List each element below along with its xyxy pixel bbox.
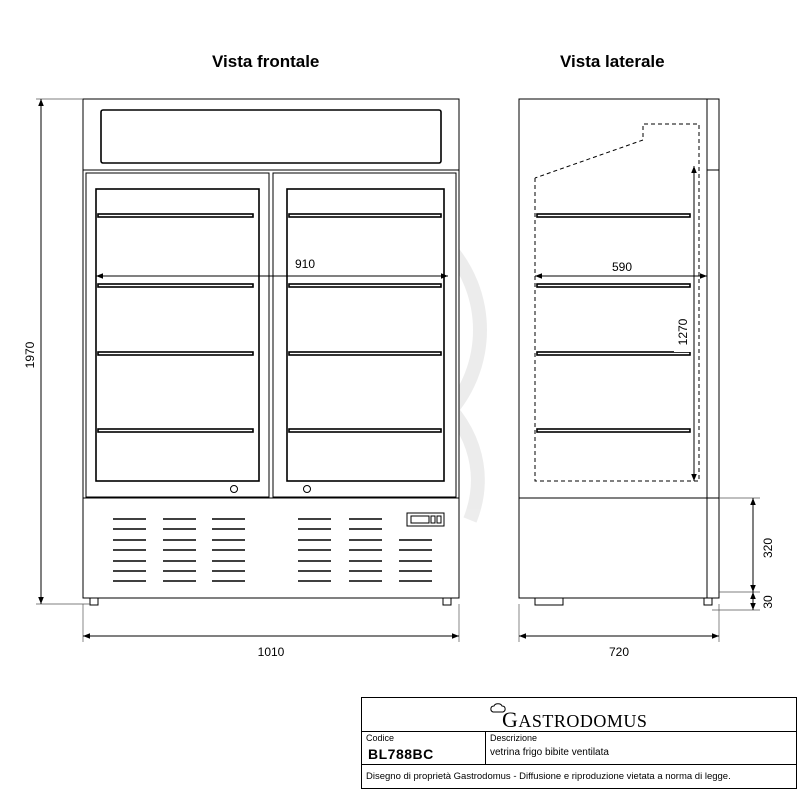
code-value: BL788BC [368, 746, 434, 762]
side-foot-right [704, 598, 712, 605]
front-view-title: Vista frontale [212, 52, 320, 71]
brand-initial: G [502, 707, 519, 732]
dimension-overall-width [83, 604, 459, 659]
dim-label-1270: 1270 [676, 318, 690, 346]
dim-label-910: 910 [294, 257, 316, 271]
dimension-base-height [712, 498, 775, 610]
description-value: vetrina frigo bibite ventilata [490, 747, 609, 758]
ownership-notice: Disegno di proprietà Gastrodomus - Diffusione e riproduzione vietata a norma di legge. [366, 771, 731, 782]
side-foot-left [535, 598, 563, 605]
dim-label-1970: 1970 [23, 341, 37, 369]
dimension-overall-depth [519, 604, 719, 659]
description-label: Descrizione [490, 733, 538, 743]
brand-rest: ASTRODOMUS [518, 711, 648, 731]
front-foot-right [443, 598, 451, 605]
description-cell [486, 732, 796, 765]
dim-label-320: 320 [761, 537, 775, 559]
front-foot-left [90, 598, 98, 605]
brand-logo [502, 707, 647, 733]
title-block [361, 697, 797, 789]
dim-label-720: 720 [608, 645, 630, 659]
code-cell [362, 732, 486, 765]
dim-label-590: 590 [611, 260, 633, 274]
dim-label-1010: 1010 [257, 645, 285, 659]
side-view-title: Vista laterale [560, 52, 665, 71]
code-label: Codice [366, 733, 395, 743]
side-door-profile [707, 99, 719, 498]
front-cabinet-outline [83, 99, 459, 598]
dimension-overall-height [23, 99, 90, 604]
dim-label-30: 30 [761, 595, 775, 609]
front-view [83, 99, 459, 605]
title-block-logo-row [362, 698, 796, 732]
